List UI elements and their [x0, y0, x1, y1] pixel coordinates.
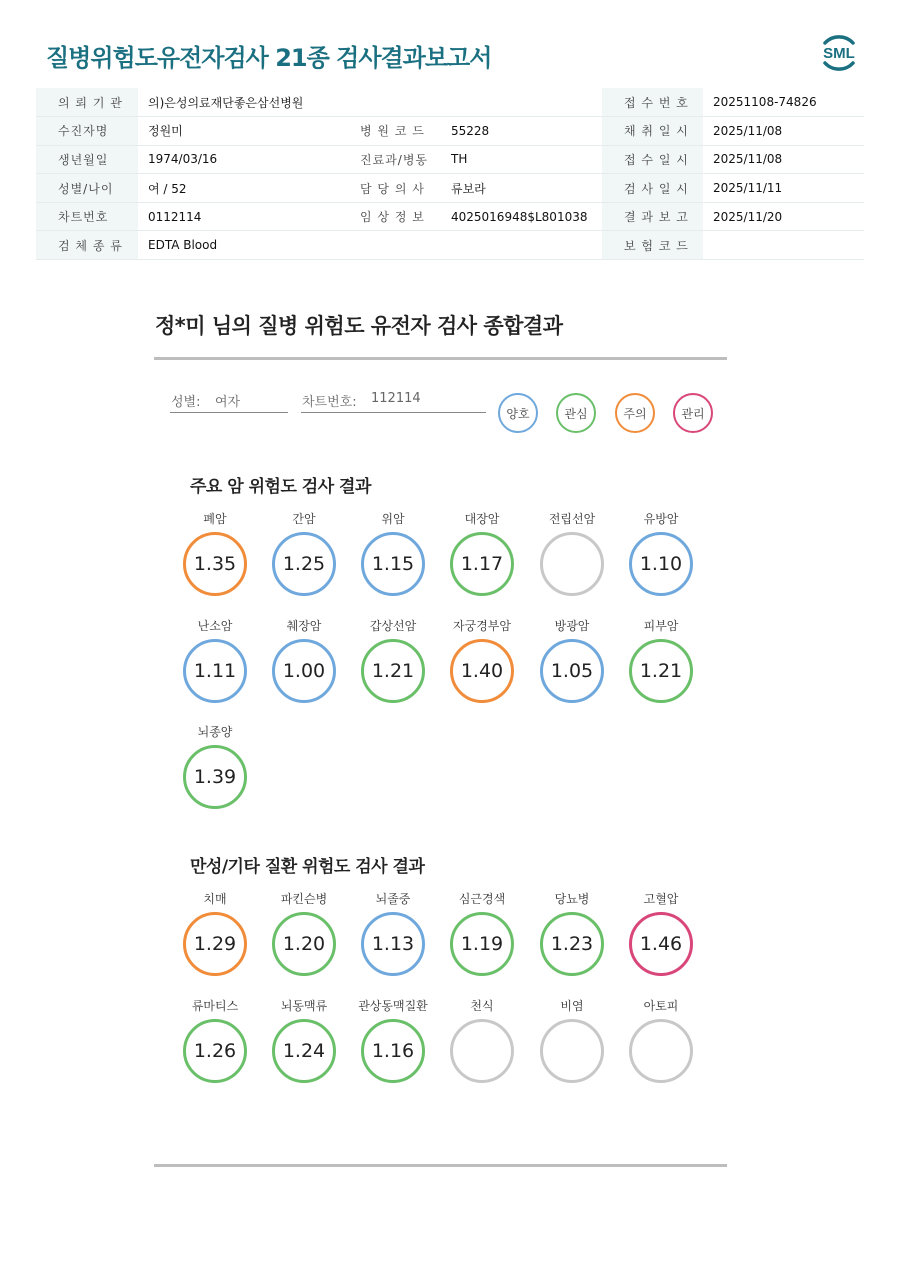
divider [154, 357, 727, 360]
risk-score-circle: 1.25 [272, 532, 336, 596]
risk-item-name: 전립선암 [548, 512, 596, 526]
info-value: 55228 [441, 117, 602, 146]
risk-item-name: 고혈압 [643, 892, 679, 906]
risk-item-name: 뇌졸중 [375, 892, 411, 906]
info-label: 수진자명 [36, 117, 138, 146]
svg-text:SML: SML [823, 45, 855, 62]
risk-score-circle: 1.15 [361, 532, 425, 596]
patient-info-table [36, 88, 864, 260]
cancer-section-title: 주요 암 위험도 검사 결과 [190, 477, 371, 497]
summary-title: 정*미 님의 질병 위험도 유전자 검사 종합결과 [155, 314, 563, 338]
risk-item-name: 뇌종양 [197, 725, 233, 739]
legend-label: 주의 [623, 406, 647, 421]
risk-score-circle: 1.23 [540, 912, 604, 976]
info-value: 20251108-74826 [703, 88, 864, 117]
info-label: 결 과 보 고 [602, 202, 703, 231]
risk-score-circle: 1.13 [361, 912, 425, 976]
risk-score-circle: 1.17 [450, 532, 514, 596]
info-label: 성별/나이 [36, 174, 138, 203]
risk-score-circle: 1.40 [450, 639, 514, 703]
info-label: 생년월일 [36, 145, 138, 174]
info-label: 보 험 코 드 [602, 231, 703, 260]
risk-score-circle: 1.21 [361, 639, 425, 703]
sex-label: 성별: [171, 395, 201, 410]
risk-score-circle [540, 532, 604, 596]
risk-item-name: 관상동맥질환 [358, 998, 428, 1013]
risk-item-name: 갑상선암 [369, 618, 417, 633]
info-row [36, 231, 864, 260]
info-value: TH [441, 145, 602, 174]
legend-caution [615, 393, 655, 433]
legend-label: 양호 [506, 406, 530, 421]
info-label: 차트번호 [36, 202, 138, 231]
risk-score-circle [450, 1019, 514, 1083]
risk-item-name: 피부암 [643, 618, 679, 633]
risk-score-circle: 1.10 [629, 532, 693, 596]
risk-score-circle [540, 1019, 604, 1083]
info-value: 4025016948$L801038 [441, 202, 602, 231]
risk-score-circle: 1.46 [629, 912, 693, 976]
info-value: 여 / 52 [138, 174, 338, 203]
risk-item-name: 천식 [470, 998, 494, 1013]
risk-score-circle: 1.00 [272, 639, 336, 703]
risk-item-name: 방광암 [554, 618, 590, 633]
info-label: 진료과/병동 [338, 145, 441, 174]
info-row [36, 174, 864, 203]
chart-number-value: 112114 [371, 391, 421, 406]
legend-label: 관심 [564, 406, 588, 421]
risk-item-name: 치매 [203, 892, 227, 906]
info-value: 2025/11/20 [703, 202, 864, 231]
legend-label: 관리 [681, 406, 705, 421]
sex-field [170, 388, 288, 413]
info-row [36, 88, 864, 117]
info-label: 임 상 정 보 [338, 202, 441, 231]
risk-item-name: 폐암 [203, 512, 227, 526]
risk-item-name: 당뇨병 [554, 892, 590, 906]
info-value [703, 231, 864, 260]
info-value: 2025/11/08 [703, 145, 864, 174]
report-title: 질병위험도유전자검사 21종 검사결과보고서 [46, 44, 492, 72]
risk-item-name: 심근경색 [458, 892, 506, 906]
risk-score-circle: 1.39 [183, 745, 247, 809]
info-value: 의)은성의료재단좋은삼선병원 [138, 88, 602, 117]
risk-score-circle: 1.26 [183, 1019, 247, 1083]
risk-score-circle: 1.19 [450, 912, 514, 976]
sml-logo [816, 30, 862, 76]
info-value: 2025/11/08 [703, 117, 864, 146]
risk-score-circle: 1.20 [272, 912, 336, 976]
divider [154, 1164, 727, 1167]
risk-item-name: 위암 [381, 512, 405, 526]
legend-interest [556, 393, 596, 433]
risk-score-circle: 1.21 [629, 639, 693, 703]
risk-score-circle: 1.35 [183, 532, 247, 596]
legend-manage [673, 393, 713, 433]
risk-score-circle: 1.16 [361, 1019, 425, 1083]
info-row [36, 202, 864, 231]
chart-number-field [301, 388, 486, 413]
chronic-section-title: 만성/기타 질환 위험도 검사 결과 [190, 857, 425, 877]
info-value: 2025/11/11 [703, 174, 864, 203]
risk-item-name: 대장암 [464, 512, 500, 526]
info-label: 의 뢰 기 관 [36, 88, 138, 117]
legend-good [498, 393, 538, 433]
info-value: 0112114 [138, 202, 338, 231]
risk-item-name: 유방암 [643, 512, 679, 526]
risk-item-name: 뇌동맥류 [280, 998, 328, 1013]
risk-score-circle [629, 1019, 693, 1083]
risk-score-circle: 1.11 [183, 639, 247, 703]
risk-score-circle: 1.24 [272, 1019, 336, 1083]
risk-item-name: 류마티스 [191, 998, 239, 1013]
info-label: 병 원 코 드 [338, 117, 441, 146]
risk-item-name: 췌장암 [286, 618, 322, 633]
info-value: 류보라 [441, 174, 602, 203]
risk-item-name: 파킨슨병 [280, 892, 328, 906]
info-label: 담 당 의 사 [338, 174, 441, 203]
chart-number-label: 차트번호: [302, 395, 357, 410]
risk-item-name: 간암 [292, 512, 316, 526]
sex-value: 여자 [215, 395, 241, 410]
info-label: 검 사 일 시 [602, 174, 703, 203]
info-value: 정원미 [138, 117, 338, 146]
risk-score-circle: 1.05 [540, 639, 604, 703]
info-value: 1974/03/16 [138, 145, 338, 174]
risk-item-name: 자궁경부암 [453, 618, 511, 633]
info-label: 접 수 번 호 [602, 88, 703, 117]
risk-item-name: 비염 [560, 998, 584, 1013]
info-label: 접 수 일 시 [602, 145, 703, 174]
risk-item-name: 아토피 [643, 998, 679, 1013]
info-row [36, 117, 864, 146]
risk-item-name: 난소암 [197, 618, 233, 633]
info-label: 검 체 종 류 [36, 231, 138, 260]
info-value: EDTA Blood [138, 231, 602, 260]
risk-score-circle: 1.29 [183, 912, 247, 976]
info-row [36, 145, 864, 174]
info-label: 채 취 일 시 [602, 117, 703, 146]
